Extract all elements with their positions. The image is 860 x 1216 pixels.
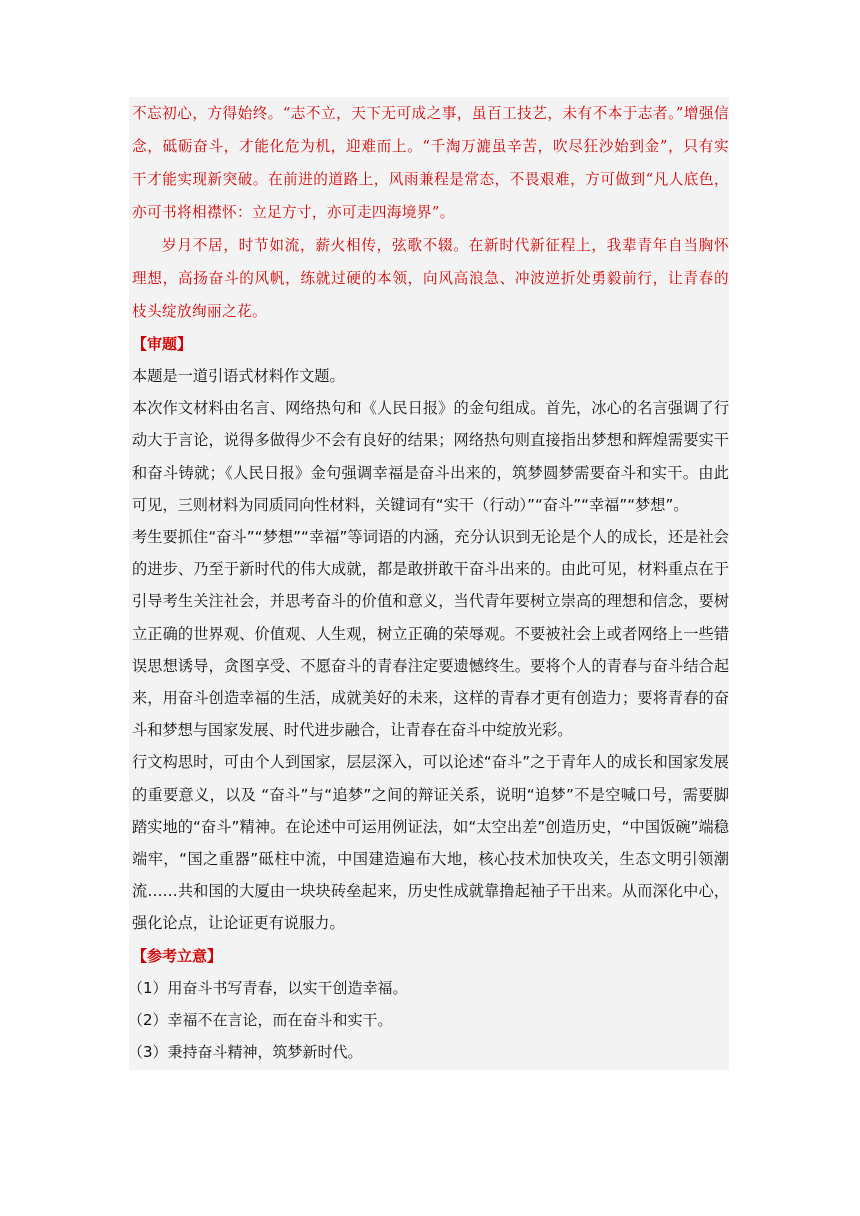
reference-point-2: （2）幸福不在言论，而在奋斗和实干。 (128, 1010, 393, 1029)
review-paragraph-4: 行文构思时，可由个人到国家，层层深入，可以论述“奋斗”之于青年人的成长和国家发展的重要意义，以及 “奋斗”与“追梦”之间的辩证关系，说明“追梦”不是空喊口号，需要脚踏实地的“奋斗”精神。在论述中可运用例证法，如“太空出差”创造历史，“中国饭碗”端稳端牢，“国之重器”砥柱中流，中国建造遍布大地，核心技术加快攻关，生态文明引领潮流……共和国的大厦由一块块砖垒起来，历史性成就靠撸起袖子干出来。从而深化中心，强化论点，让论证更有说服力。 (132, 753, 729, 933)
essay-paragraph-1: 不忘初心，方得始终。“志不立，天下无可成之事，虽百工技艺，未有不本于志者。”增强信念，砥砺奋斗，才能化危为机，迎难而上。“千淘万漉虽辛苦，吹尽狂沙始到金”，只有实干才能实现新突破。在前进的道路上，风雨兼程是常态，不畏艰难，方可做到“凡人底色，亦可书将相襟怀：立足方寸，亦可走四海境界”。 (132, 105, 729, 221)
review-paragraph-1: 本题是一道引语式材料作文题。 (132, 367, 345, 385)
content-panel (129, 97, 729, 1070)
review-paragraph-2: 本次作文材料由名言、网络热句和《人民日报》的金句组成。首先，冰心的名言强调了行动大于言论，说得多做得少不会有良好的结果；网络热句则直接指出梦想和辉煌需要实干和奋斗铸就；《人民日报》金句强调幸福是奋斗出来的，筑梦圆梦需要奋斗和实干。由此可见，三则材料为同质同向性材料，关键词有“实干（行动）”“奋斗”“幸福”“梦想”。 (132, 399, 729, 514)
reference-heading: 【参考立意】 (132, 946, 223, 965)
reference-point-1: （1）用奋斗书写青春，以实干创造幸福。 (128, 978, 408, 997)
review-heading: 【审题】 (132, 335, 193, 353)
review-paragraph-3: 考生要抓住“奋斗”“梦想”“幸福”等词语的内涵，充分认识到无论是个人的成长，还是社会的进步、乃至于新时代的伟大成就，都是敢拼敢干奋斗出来的。由此可见，材料重点在于引导考生关注社会，并思考奋斗的价值和意义，当代青年要树立崇高的理想和信念，要树立正确的世界观、价值观、人生观，树立正确的荣辱观。不要被社会上或者网络上一些错误思想诱导，贪图享受、不愿奋斗的青春注定要遗憾终生。要将个人的青春与奋斗结合起来，用奋斗创造幸福的生活，成就美好的未来，这样的青春才更有创造力；要将青春的奋斗和梦想与国家发展、时代进步融合，让青春在奋斗中绽放光彩。 (132, 528, 729, 740)
reference-point-3: （3）秉持奋斗精神，筑梦新时代。 (128, 1042, 363, 1061)
essay-paragraph-2: 岁月不居，时节如流，薪火相传，弦歌不辍。在新时代新征程上，我辈青年自当胸怀理想，高扬奋斗的风帆，练就过硬的本领，向风高浪急、冲波逆折处勇毅前行，让青春的枝头绽放绚丽之花。 (132, 237, 729, 320)
